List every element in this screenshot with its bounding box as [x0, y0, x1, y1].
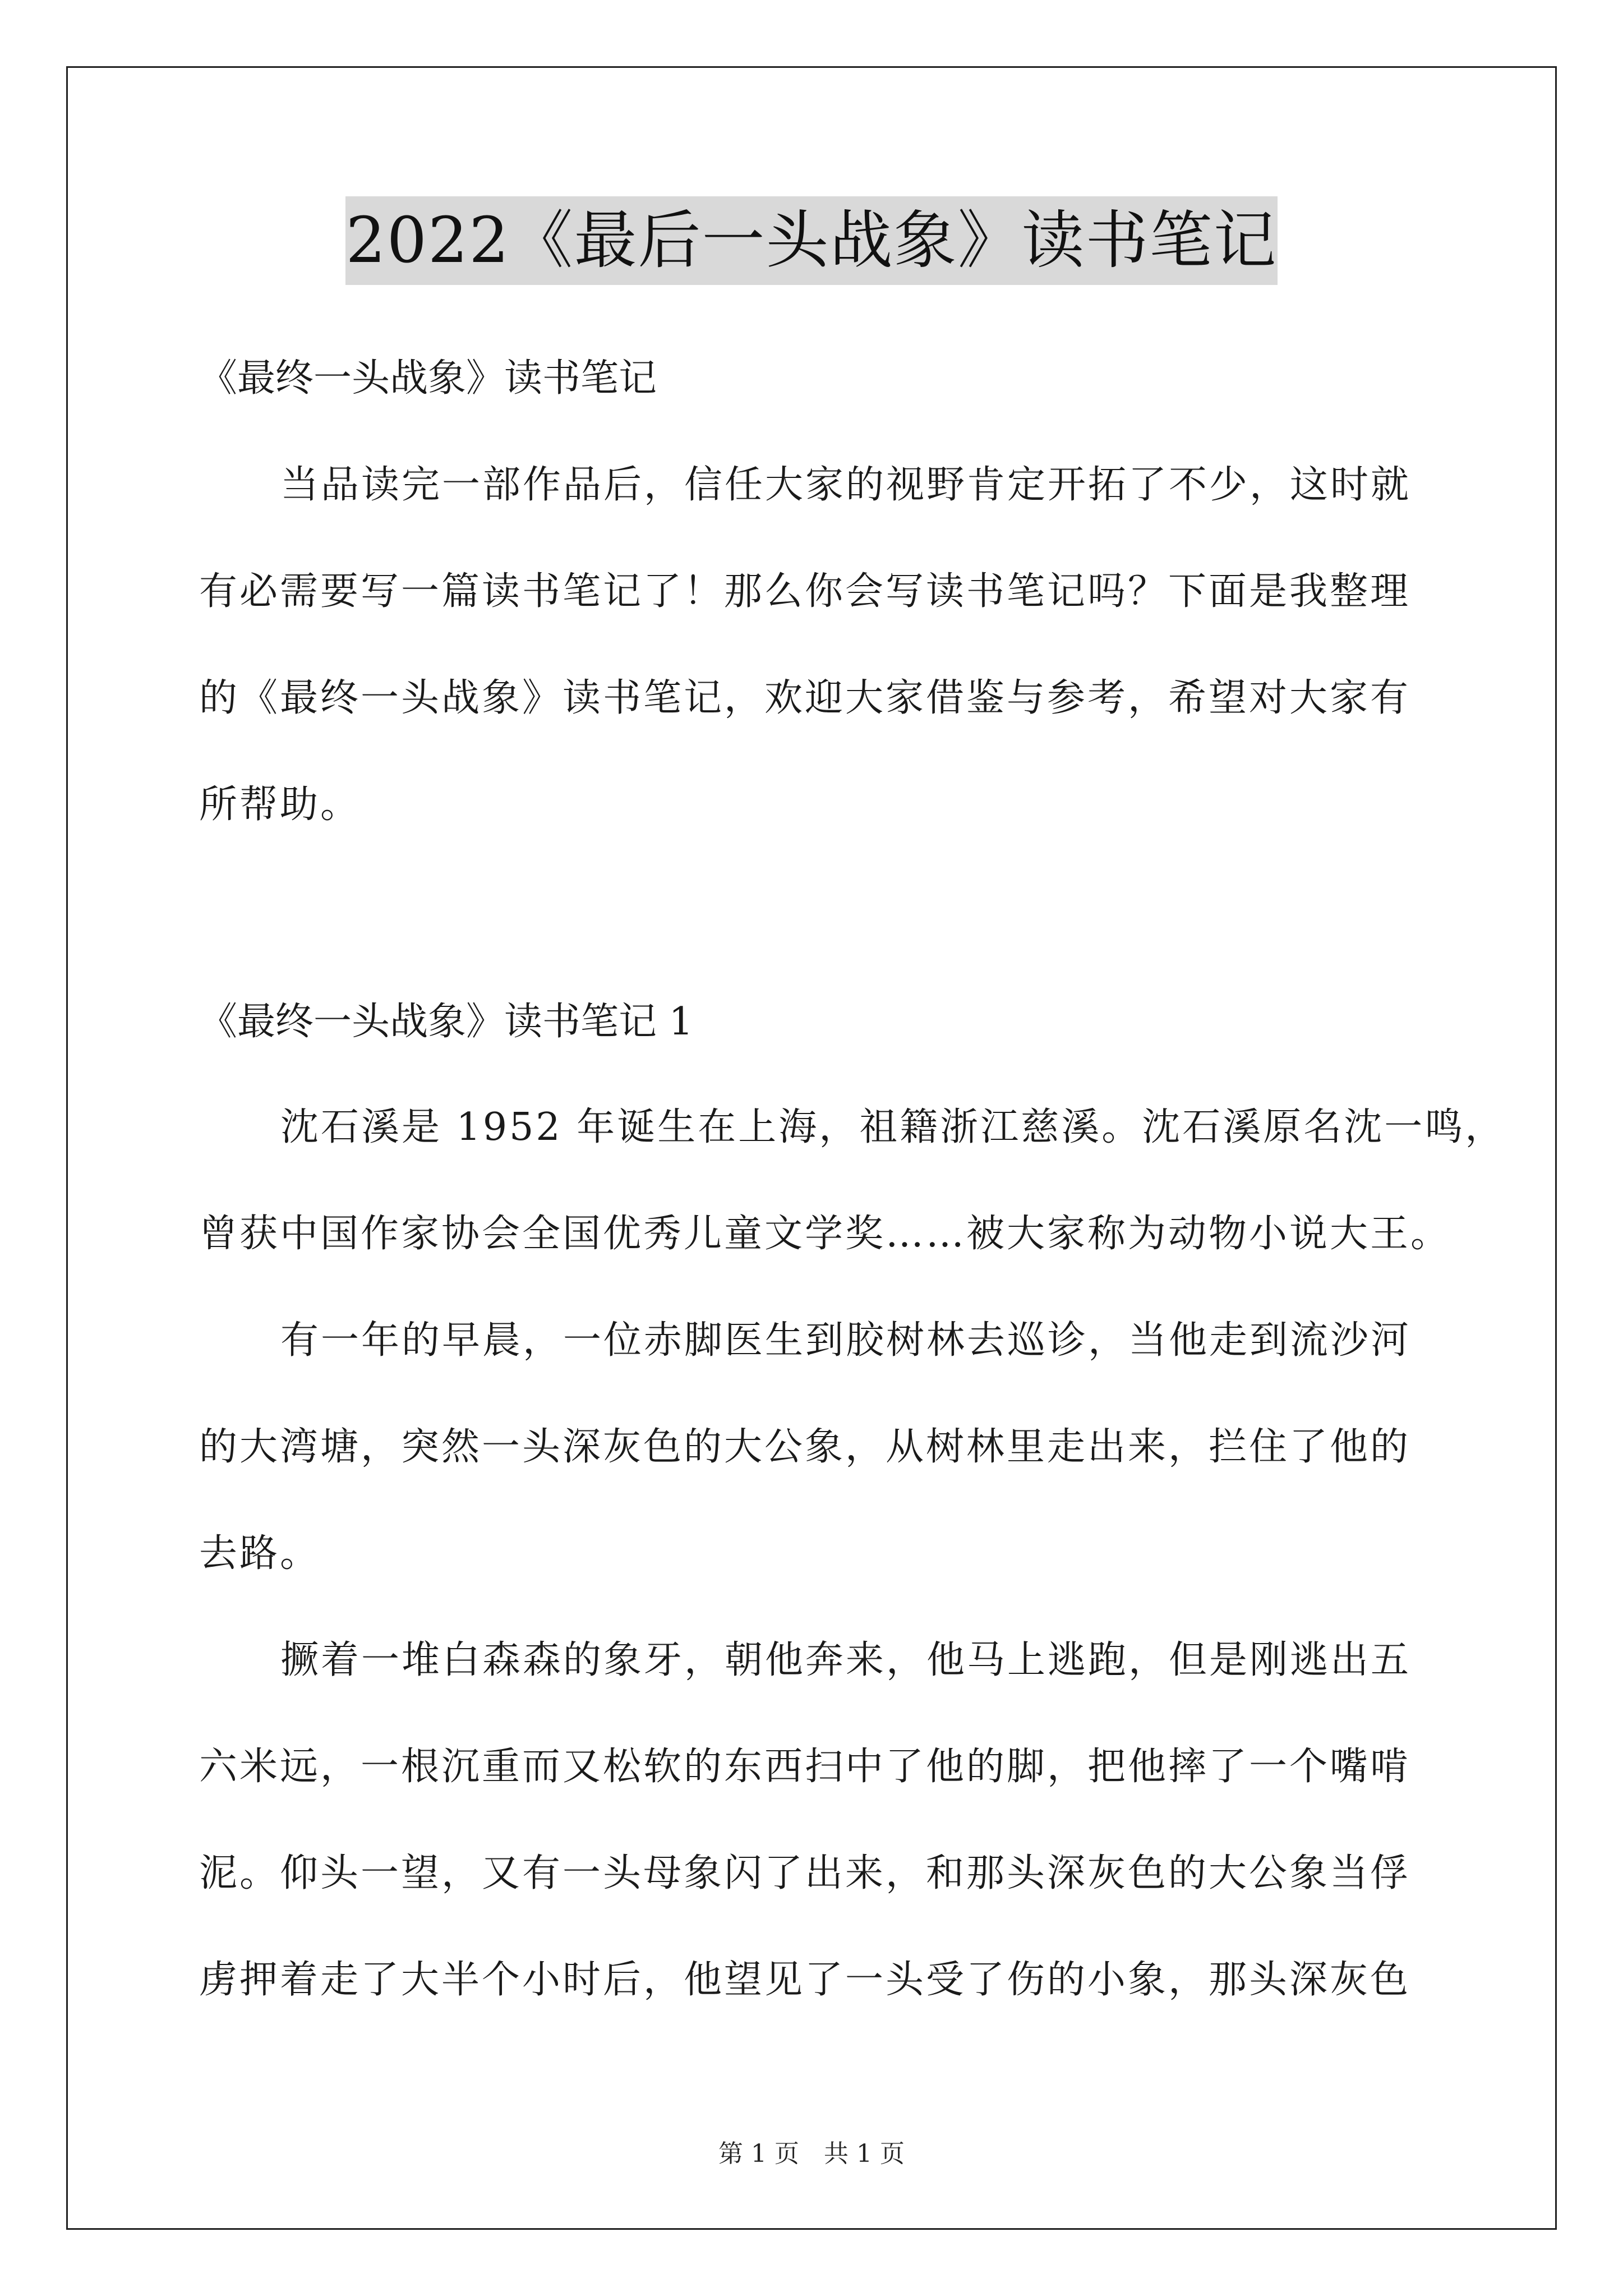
section1-heading: 《最终一头战象》读书笔记 1: [199, 1000, 693, 1044]
section1-line: 泥。仰头一望，又有一头母象闪了出来，和那头深灰色的大公象当俘: [199, 1851, 1411, 1895]
page-footer: 第 1 页 共 1 页: [718, 2139, 905, 2168]
section1-line: 曾获中国作家协会全国优秀儿童文学奖……被大家称为动物小说大王。: [199, 1212, 1451, 1256]
intro-line: 的《最终一头战象》读书笔记，欢迎大家借鉴与参考，希望对大家有: [199, 676, 1411, 720]
section1-line: 有一年的早晨，一位赤脚医生到胶树林去巡诊，当他走到流沙河: [280, 1318, 1412, 1363]
section1-line: 撅着一堆白森森的象牙，朝他奔来，他马上逃跑，但是刚逃出五: [280, 1638, 1412, 1682]
section1-line: 六米远，一根沉重而又松软的东西扫中了他的脚，把他摔了一个嘴啃: [199, 1745, 1411, 1789]
intro-heading: 《最终一头战象》读书笔记: [199, 356, 657, 401]
section1-line: 去路。: [199, 1531, 321, 1576]
document-title: 2022《最后一头战象》读书笔记: [345, 196, 1277, 285]
intro-line: 所帮助。: [199, 783, 361, 827]
section1-line: 虏押着走了大半个小时后，他望见了一头受了伤的小象，那头深灰色: [199, 1958, 1411, 2002]
intro-line: 当品读完一部作品后，信任大家的视野肯定开拓了不少，这时就: [280, 463, 1412, 507]
section1-line: 沈石溪是 1952 年诞生在上海，祖籍浙江慈溪。沈石溪原名沈一鸣，: [280, 1105, 1506, 1149]
section1-line: 的大湾塘，突然一头深灰色的大公象，从树林里走出来，拦住了他的: [199, 1425, 1411, 1469]
title-container: [0, 196, 1623, 285]
intro-line: 有必需要写一篇读书笔记了！那么你会写读书笔记吗？下面是我整理: [199, 569, 1411, 614]
